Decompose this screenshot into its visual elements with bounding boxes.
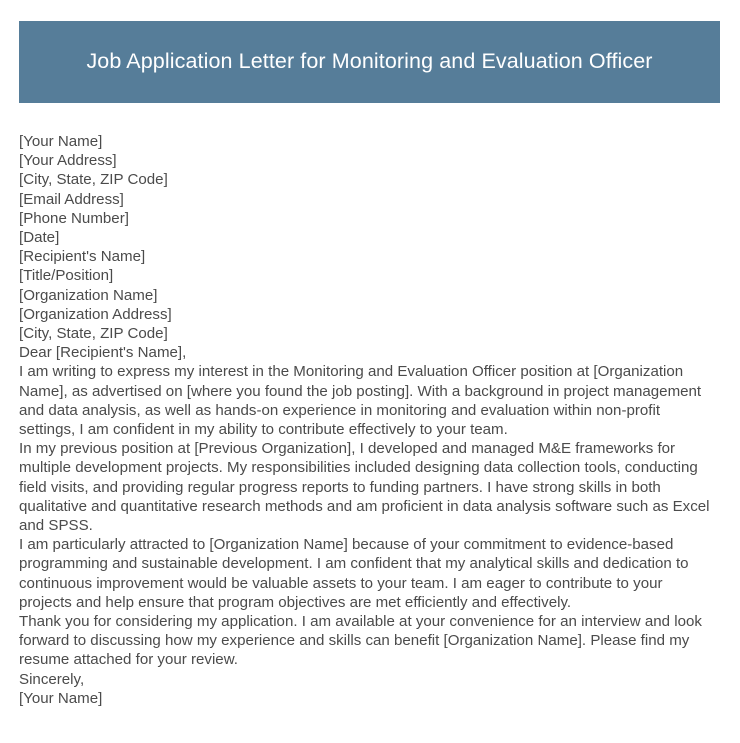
sender-line-date: [Date]: [19, 229, 60, 247]
recipient-line-name: [Recipient's Name]: [19, 248, 146, 266]
recipient-line-organization-address: [Organization Address]: [19, 305, 172, 323]
sender-line-phone: [Phone Number]: [19, 209, 129, 227]
sender-line-address: [Your Address]: [19, 152, 117, 170]
body-paragraph-3: I am particularly attracted to [Organization Name] because of your commitment to evidence-based programming and sustainable development. I am confident that my analytical skills and dedication to continuous improvement would be valuable assets to your team. I am eager to contribute to your projects and help ensure that program objectives are met efficiently and effectively.: [19, 536, 689, 611]
document-header-banner: [19, 21, 720, 103]
signature-name: [Your Name]: [19, 689, 103, 707]
recipient-line-city-state-zip: [City, State, ZIP Code]: [19, 325, 168, 343]
body-paragraph-4: Thank you for considering my application. I am available at your convenience for an interview and look forward to discussing how my experience and skills can benefit [Organization Name]. Please find my resume attached for your review.: [19, 613, 702, 669]
recipient-line-title: [Title/Position]: [19, 267, 114, 285]
body-paragraph-2: In my previous position at [Previous Organization], I developed and managed M&E frameworks for multiple development projects. My responsibilities included designing data collection tools, conducting field visits, and providing regular progress reports to funding partners. I have strong skills in both qualitative and quantitative research methods and am proficient in data analysis software such as Excel and SPSS.: [19, 440, 710, 535]
body-paragraph-1: I am writing to express my interest in the Monitoring and Evaluation Officer position at [Organization Name], as advertised on [where you found the job posting]. With a background in project management and data analysis, as well as hands-on experience in monitoring and evaluation within non-profit settings, I am confident in my ability to contribute effectively to your team.: [19, 363, 702, 439]
recipient-line-organization: [Organization Name]: [19, 286, 158, 304]
page-title: Job Application Letter for Monitoring and Evaluation Officer: [86, 49, 653, 74]
sender-address-block: [19, 132, 717, 247]
letter-body: [19, 132, 717, 708]
salutation: Dear [Recipient's Name],: [19, 344, 187, 362]
recipient-address-block: [19, 247, 717, 343]
closing-salutation: Sincerely,: [19, 670, 85, 688]
sender-line-email: [Email Address]: [19, 190, 124, 208]
sender-line-city-state-zip: [City, State, ZIP Code]: [19, 171, 168, 189]
sender-line-name: [Your Name]: [19, 133, 103, 150]
